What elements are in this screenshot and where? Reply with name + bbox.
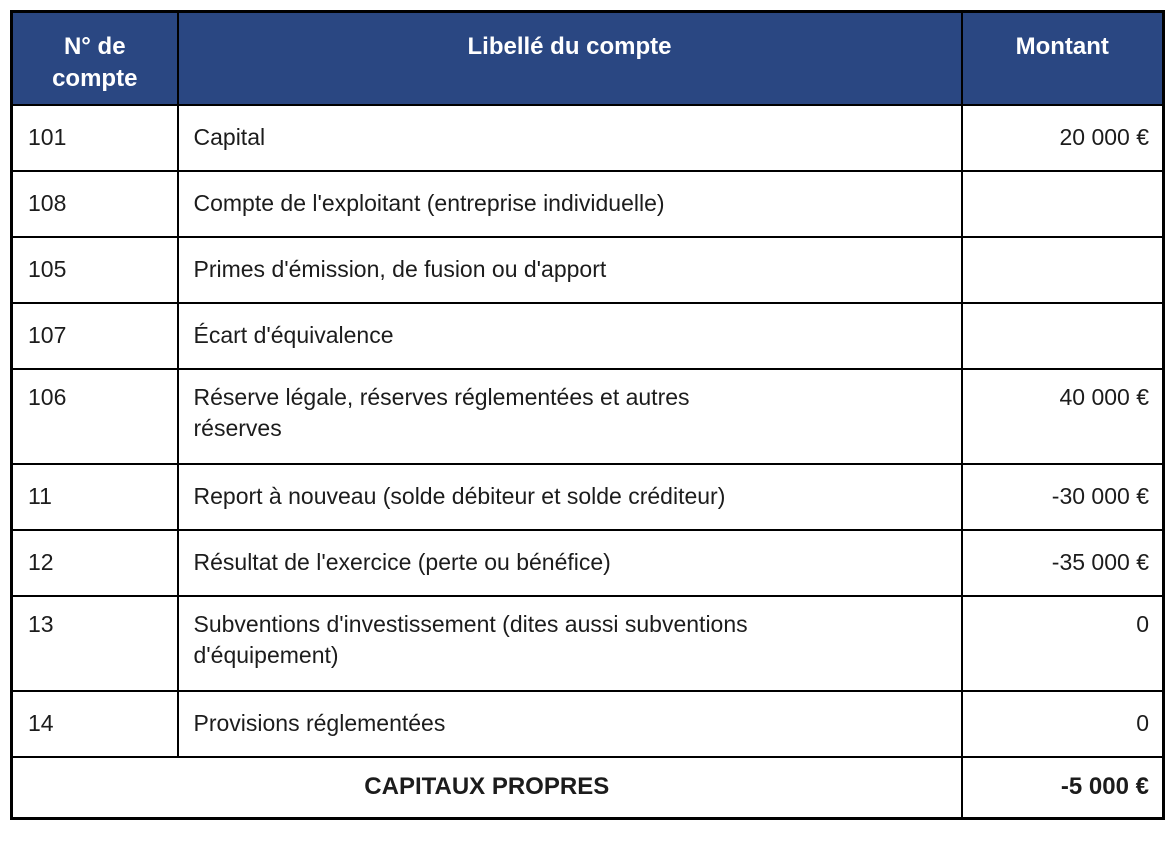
table-header	[12, 12, 1164, 105]
table-row	[12, 596, 1164, 691]
account-label-cell	[178, 171, 962, 237]
footer-total-label: CAPITAUX PROPRES	[12, 757, 962, 819]
account-number-cell: 107	[12, 303, 178, 369]
account-label-cell	[178, 691, 962, 757]
account-label-cell	[178, 596, 962, 691]
account-number-cell: 105	[12, 237, 178, 303]
footer-row	[12, 757, 1164, 819]
account-label-text: Report à nouveau (solde débiteur et solde créditeur)	[193, 483, 726, 510]
table-row	[12, 105, 1164, 171]
table-row	[12, 691, 1164, 757]
amount-cell: 20 000 €	[962, 105, 1164, 171]
account-label-text: Résultat de l'exercice (perte ou bénéfice)	[193, 549, 611, 576]
account-label-cell	[178, 530, 962, 596]
amount-cell: -30 000 €	[962, 464, 1164, 530]
account-number-cell: 106	[12, 369, 178, 464]
amount-cell	[962, 171, 1164, 237]
amount-cell: 40 000 €	[962, 369, 1164, 464]
table-row	[12, 530, 1164, 596]
account-number-cell: 12	[12, 530, 178, 596]
header-row	[12, 12, 1164, 105]
account-number-cell: 108	[12, 171, 178, 237]
account-label-cell	[178, 105, 962, 171]
capitaux-propres-table	[10, 10, 1165, 820]
amount-cell	[962, 237, 1164, 303]
account-number-cell: 14	[12, 691, 178, 757]
account-label-text: Réserve légale, réserves réglementées et autres réserves	[193, 383, 690, 441]
account-label-text: Provisions réglementées	[193, 710, 446, 737]
account-number-cell: 101	[12, 105, 178, 171]
amount-cell: 0	[962, 596, 1164, 691]
account-label-cell	[178, 237, 962, 303]
account-label-cell	[178, 303, 962, 369]
table-row	[12, 464, 1164, 530]
amount-cell: -35 000 €	[962, 530, 1164, 596]
amount-cell: 0	[962, 691, 1164, 757]
account-label-cell	[178, 464, 962, 530]
column-header-amount: Montant	[962, 12, 1164, 105]
account-label-text: Primes d'émission, de fusion ou d'apport	[193, 256, 607, 283]
account-label-text: Subventions d'investissement (dites aussi subventions d'équipement)	[193, 610, 748, 668]
table-row	[12, 171, 1164, 237]
table-footer	[12, 757, 1164, 819]
column-header-account-label: Libellé du compte	[178, 12, 962, 105]
table-row	[12, 369, 1164, 464]
footer-total-amount: -5 000 €	[962, 757, 1164, 819]
table-row	[12, 237, 1164, 303]
account-number-cell: 13	[12, 596, 178, 691]
column-header-account-number: N° de compte	[12, 12, 178, 105]
table-body	[12, 105, 1164, 757]
account-label-text: Capital	[193, 124, 266, 151]
table-row	[12, 303, 1164, 369]
amount-cell	[962, 303, 1164, 369]
account-number-cell: 11	[12, 464, 178, 530]
account-label-cell	[178, 369, 962, 464]
account-label-text: Écart d'équivalence	[193, 322, 394, 349]
account-label-text: Compte de l'exploitant (entreprise individuelle)	[193, 190, 665, 217]
